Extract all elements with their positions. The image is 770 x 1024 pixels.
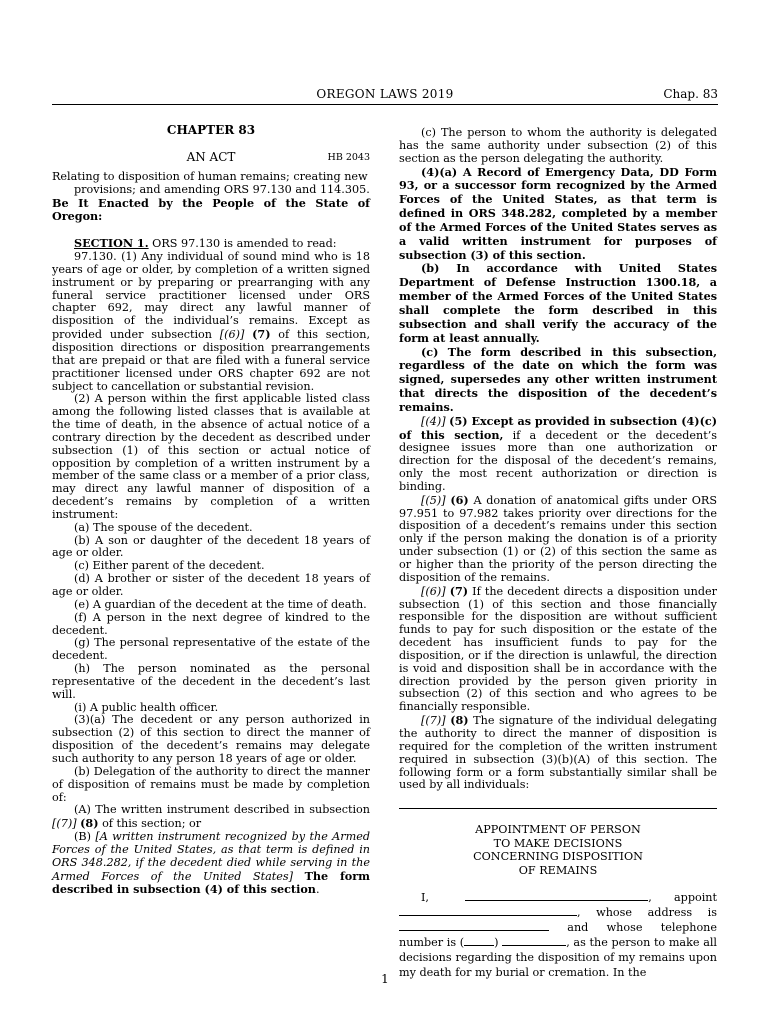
- right-column: [399, 127, 717, 980]
- address-blank: [399, 920, 549, 931]
- deleted-text: [(7)]: [421, 714, 446, 728]
- deleted-text: [(7)]: [52, 817, 77, 831]
- phone-blank: [502, 935, 566, 946]
- header-title: OREGON LAWS 2019: [316, 87, 454, 101]
- paragraph-7: [(6)] (7) If the decedent directs a disposition under subsection (1) of this section and those financially responsible for the disposition are without sufficient funds to pay for such disposition or the estate of the decedent has insufficient funds to pay for the disposition, or if the direction is unlawful, the direction is void and disposition shall be in accordance with the direction provided by the person given priority in subsection (2) of this section and who agrees to be financially responsible.: [399, 583, 717, 714]
- deleted-text: [(5)]: [421, 493, 446, 507]
- paragraph-3c: (c) The person to whom the authority is delegated has the same authority under subsection (2) of this section as the person delegating the authority.: [399, 126, 717, 165]
- paragraph-3a: (3)(a) The decedent or any person authorized in subsection (2) of this section to direct the manner of disposition of the decedent’s remains may delegate such authority to any person 18 years of age or older.: [52, 713, 370, 765]
- list-item-h: (h) The person nominated as the personal representative of the decedent in the decedent’s last will.: [52, 662, 370, 701]
- page-number: 1: [381, 972, 389, 986]
- running-header: [52, 86, 718, 105]
- form-divider: [399, 798, 717, 809]
- new-text: The form described in subsection (4) of this section: [52, 868, 371, 897]
- list-item-d: (d) A brother or sister of the decedent 18 years of age or older.: [52, 572, 370, 598]
- paragraph-8: [(7)] (8) The signature of the individual delegating the authority to direct the manner of disposition is required for the completion of the written instrument required in subsection (3)(b)(A) of this section. The following form or a form substantially similar shall be used by all individuals:: [399, 713, 717, 792]
- area-code-blank: [464, 935, 494, 946]
- form-body: I, , appoint , whose address is and whose telephone number is ( ) , as the person to make all decisions regarding the disposition of my remains upon my death for my burial or cremation. In the: [399, 891, 718, 980]
- paragraph-3b-B: (B) [A written instrument recognized by the Armed Forces of the United States, as that term is defined in ORS 348.282, if the decedent died while serving in the Armed Forces of the United States] The form described in subsection (4) of this section.: [52, 830, 371, 897]
- deleted-text: [A written instrument recognized by the Armed Forces of the United States, as that term is defined in ORS 348.282, if the decedent died while serving in the Armed Forces of the United States]: [52, 830, 370, 883]
- paragraph-2: (2) A person within the first applicable listed class among the following listed classes that is available at the time of death, in the absence of actual notice of a contrary direction by the decedent as described under subsection (1) of this section or actual notice of opposition by completion of a written instrument by a member of the same class or a member of a prior class, may direct any lawful manner of disposition of a decedent’s remains by completion of a written instrument:: [52, 392, 370, 521]
- paragraph-3b: (b) Delegation of the authority to direct the manner of disposition of remains must be made by completion of:: [52, 764, 370, 804]
- new-text: (8): [80, 816, 99, 831]
- enacting-clause: Be It Enacted by the People of the State of Oregon:: [52, 195, 370, 224]
- left-column: [52, 124, 370, 897]
- paragraph-5: [(4)] (5) Except as provided in subsection (4)(c) of this section, if a decedent or the decedent’s designee issues more than one authorization or direction for the disposal of the decedent’s remains, only the most recent authorization or direction is binding.: [399, 413, 717, 493]
- paragraph-4a: (4)(a) A Record of Emergency Data, DD Form 93, or a successor form recognized by the Armed Forces of the United States, as that term is defined in ORS 348.282, completed by a member of the Armed Forces of the United States serves as a valid written instrument for purposes of subsection (3) of this section.: [399, 164, 717, 262]
- paragraph-3b-A: (A) The written instrument described in subsection [(7)] (8) of this section; or: [52, 803, 370, 831]
- list-item-a: (a) The spouse of the decedent.: [74, 520, 253, 534]
- relating-clause: Relating to disposition of human remains; creating new provisions; and amending ORS 97.130 and 114.305.: [52, 169, 370, 196]
- name-blank: [465, 890, 648, 901]
- header-chapter: Chap. 83: [663, 87, 718, 101]
- new-text: (7): [449, 583, 469, 598]
- deleted-text: [(6)]: [219, 328, 245, 342]
- list-item-b: (b) A son or daughter of the decedent 18 years of age or older.: [52, 533, 370, 560]
- list-item-e: (e) A guardian of the decedent at the time of death.: [74, 597, 367, 611]
- bill-number: HB 2043: [327, 151, 370, 163]
- paragraph-1: 97.130. (1) Any individual of sound mind who is 18 years of age or older, by completion of a written signed instrument or by preparing or prearranging with any funeral service practitioner licensed under ORS chapter 692, may direct any lawful manner of disposition of the individual’s remains. Except as provided under subsection [(6)] (7) of this section, disposition directions or disposition prearrangements that are prepaid or that are filed with a funeral service practitioner licensed under ORS chapter 692 are not subject to cancellation or substantial revision.: [52, 250, 370, 393]
- form-title: APPOINTMENT OF PERSON TO MAKE DECISIONS CONCERNING DISPOSITION OF REMAINS: [473, 823, 643, 877]
- paragraph-4b: (b) In accordance with United States Department of Defense Instruction 1300.18, a member of the Armed Forces of the United States shall complete the form described in this subsection and shall verify the accuracy of the form at least annually.: [399, 261, 717, 345]
- paragraph-4c: (c) The form described in this subsection, regardless of the date on which the form was signed, supersedes any other written instrument that directs the disposition of the decedent’s remains.: [399, 344, 717, 414]
- new-text: (5) Except as provided in subsection (4)(c) of this section,: [399, 413, 717, 442]
- list-item-f: (f) A person in the next degree of kindred to the decedent.: [52, 610, 370, 637]
- section-1-heading: SECTION 1. ORS 97.130 is amended to read:: [74, 236, 337, 251]
- appointee-blank: [399, 905, 577, 916]
- paragraph-6: [(5)] (6) A donation of anatomical gifts under ORS 97.951 to 97.982 takes priority over directions for the disposition of a decedent’s remains under this section only if the person making the donation is of a priority under subsection (1) or (2) of this section the same as or higher than the priority of the person directing the disposition of the remains.: [399, 492, 718, 584]
- deleted-text: [(4)]: [421, 414, 446, 428]
- act-heading: [52, 151, 370, 171]
- new-text: (8): [450, 713, 469, 728]
- new-text: (7): [252, 327, 271, 342]
- list-item-i: (i) A public health officer.: [74, 700, 219, 714]
- chapter-heading: CHAPTER 83: [166, 123, 256, 137]
- act-title: AN ACT: [186, 149, 236, 164]
- list-item-g: (g) The personal representative of the estate of the decedent.: [52, 636, 370, 663]
- deleted-text: [(6)]: [421, 584, 446, 598]
- new-text: (6): [450, 492, 469, 507]
- list-item-c: (c) Either parent of the decedent.: [74, 559, 265, 573]
